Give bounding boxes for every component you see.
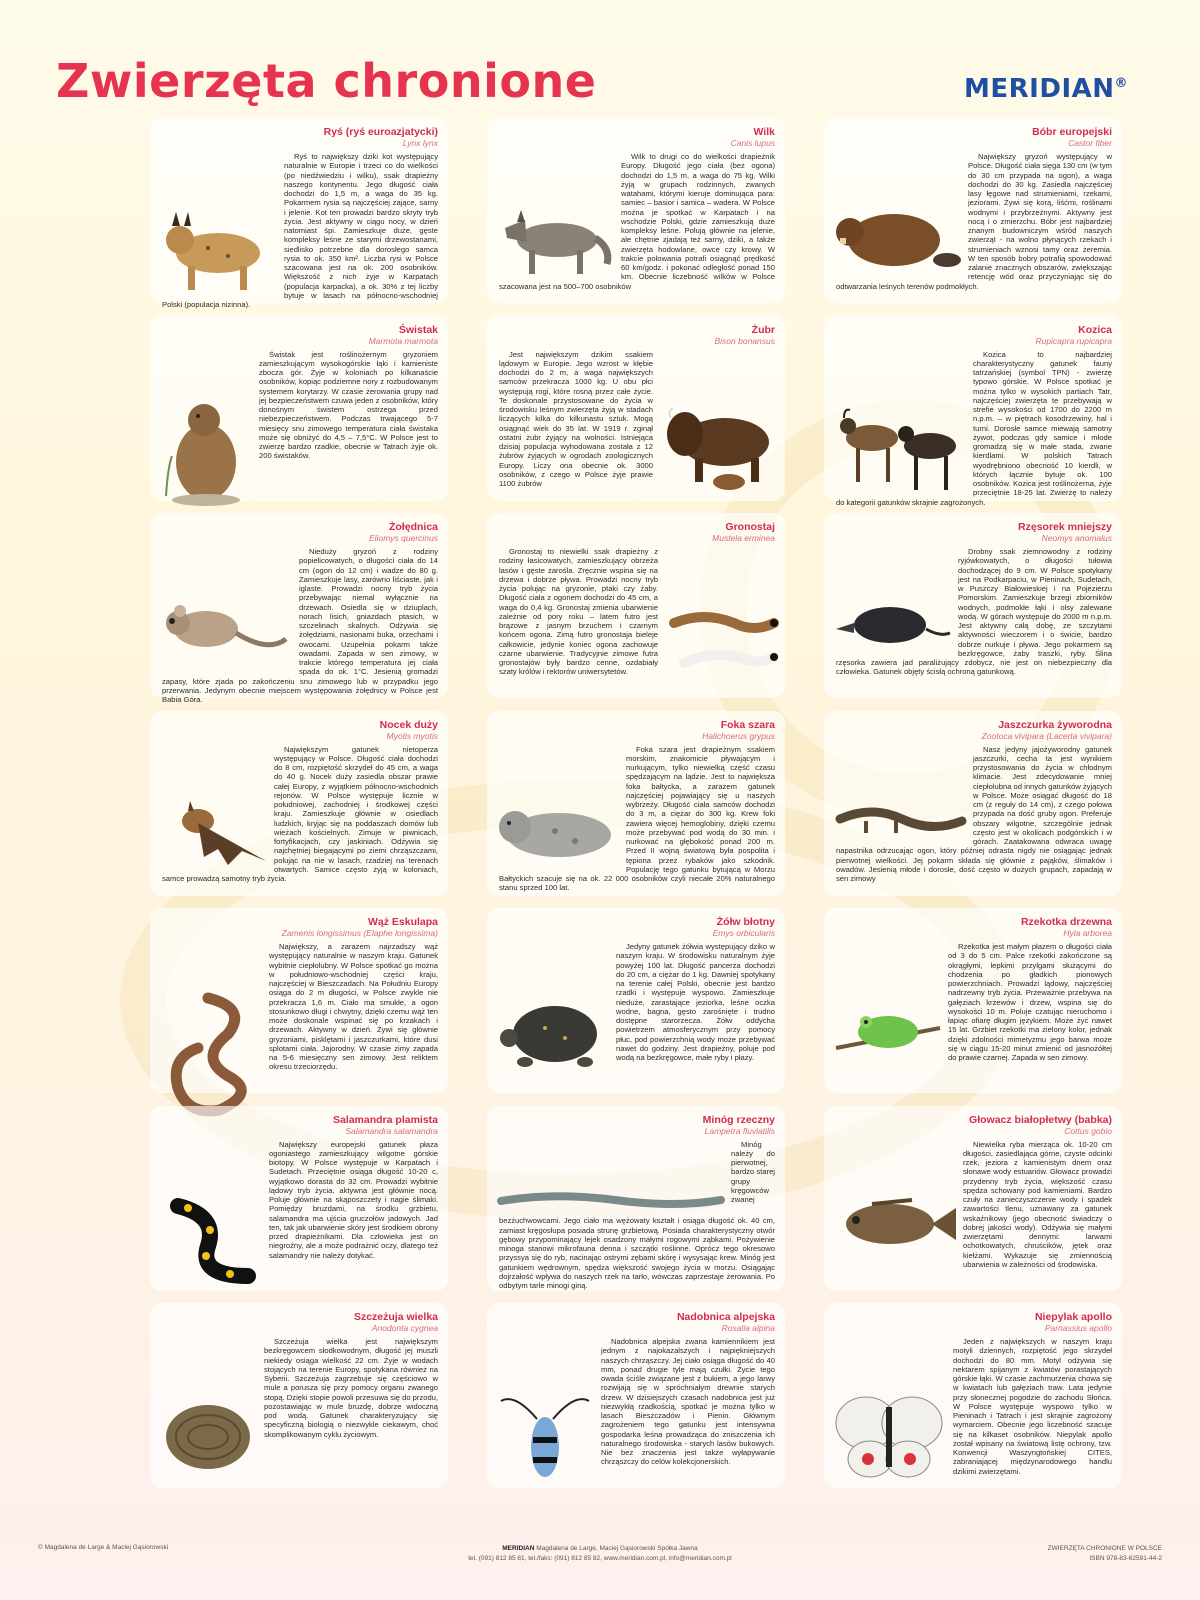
species-description: Jeden z największych w naszym kraju motyli dziennych, rozpiętość jego skrzydeł dochodzi do 80 mm. Motyl odżywia się nektarem spijanym z kwiatów porastających górskie łąki. W czasie zachmurzenia chowa się w kwiatach lub gałęziach traw. Lata jedynie przy słonecznej pogodzie do zachodu Słońca. W Polsce występuje wyspowo tylko w Pieninach i Tatrach i jest skrajnie zagrożony wymarciem. Obecnie jego liczebność szacuje się na kilkaset osobników. Niepylak apollo został wpisany na światową listę ochrony, tzw. Konwencji Waszyngtońskiej CITES, zabraniającej międzynarodowego handlu dzikimi zwierzętami. [953, 1337, 1112, 1476]
footer-contact: tel. (091) 812 85 81, tel./faks: (091) 812 85 82, www.meridian.com.pl, info@meridian.com.pl [468, 1554, 732, 1562]
poster-header [0, 0, 1200, 120]
snake-icon [158, 988, 263, 1118]
species-description: Gronostaj to niewielki ssak drapieżny z rodziny łasicowatych, zamieszkujący obrzeża lasów i gęste zarośla. Zręcznie wspina się na drzewa i dobrze pływa. Prowadzi nocny tryb życia polując na gryzonie, ptaki czy żaby. Długość ciała z ogonem dochodzi do 45 cm, a waga do 0,4 kg. Gronostaj zmienia ubarwienie zależnie od pory roku – latem futro jest brązowe z jasnym brzuchem i czarnym końcem ogona. Zimą futro gronostaja bieleje całkowicie, jedynie koniec ogona zachowuje czarne ubarwienie. Tradycyjnie zimowe futra gronostajów były bardzo cenne, ozdabiały szaty królów i rektorów uniwersytetów. [499, 547, 658, 677]
species-name: Rzęsorek mniejszy [1018, 521, 1112, 533]
turtle-icon [495, 988, 610, 1078]
species-description: Niewielka ryba mierząca ok. 10-20 cm długości, zasiedlająca górne, czyste odcinki rzek, jeziora z kamienistym dnem oraz słonawe wody estuariów. Głowacz prowadzi przydenny tryb życia, większość czasu spędza schowany pod kamieniami. Bardzo czuły na zanieczyszczenie wody i spadek zawartości tlenu, uznawany za gatunek wskaźnikowy (jego obecność świadczy o dobrej jakości wody). Odżywia się małymi zwierzętami dennymi: larwami ochotkowatych, chruścików, jętek oraz kiełżami. Wykazuje się zmiennością ubarwienia w zależności od środowiska. [963, 1139, 1112, 1269]
species-description: Największy europejski gatunek płaza ogoniastego zamieszkujący wilgotne górskie biotopy. W Polsce występuje w Karpatach i Sudetach. Przeciętnie osiąga długość 10-20 c, wyjątkowo dorasta do 32 cm. Prowadzi wybitnie lądowy tryb życia, aktywna jest głównie nocą. Poluje głównie na skąposzczety i nagie ślimaki. Pomiędzy bruzdami, na środku grzbietu, salamandra ma ujścia gruczołów jadowych. Jad ten, tak jak ubarwienie skóry jest środkiem obrony przed drapieżnikami. Dla człowieka jest on niegroźny, ale a może podrażnić oczy, dlatego też salamandry nie należy dotykać. [269, 1139, 438, 1260]
species-card [824, 118, 1122, 303]
footer-publisher [0, 1544, 1200, 1564]
chamois-icon [832, 396, 967, 496]
species-card-header [836, 1114, 1112, 1136]
publisher-logo [964, 74, 1128, 104]
species-card [824, 908, 1122, 1093]
species-name: Wąż Eskulapa [367, 916, 438, 928]
species-description: Ryś to największy dziki kot występujący naturalnie w Europie i trzeci co do wielkości (po niedźwiedziu i wilku), ssak drapieżny naszego kontynentu. Jego długość ciała dochodzi do 1,5 m, a waga do 35 kg. Pokarmem rysia są najczęściej zające, sarny i jelenie. Kot ten prowadzi bardzo skryty tryb życia. Jest aktywny w ciągu nocy, w dzień natomiast śpi. Zamieszkuje duże, gęste kompleksy leśne ze starymi drzewostanami, siedlisko potrzebne dla dorosłego samca rysia to ok. 350 km². Liczba rysi w Polsce szacowana jest na ok. 200 osobników. Większość z nich żyje w Karpatach (populacja karpacka), a ok. 30% z tej liczby bytuje w lasach na północno-wschodniej Polski (populacja nizinna). [162, 152, 438, 309]
species-name: Nocek duży [379, 718, 438, 731]
species-card [150, 908, 448, 1093]
species-latin-name: Parnassius apollo [1044, 1323, 1112, 1333]
dormouse-icon [158, 593, 293, 668]
species-latin-name: Emys orbicularis [712, 928, 775, 938]
species-description: Kozica to najbardziej charakterystyczny gatunek fauny tatrzańskiej (symbol TPN) - zwierzę typowo górskie. W Polsce spotkać je można tylko w wysokich partiach Tatr, najczęściej zwierzęta te przebywają w strefie wysokości od 1700 do 2200 m n.p.m. – w piętrach kosodrzewiny, hal i turni. Dorosłe samce miewają samotny żywot, podczas gdy samice i młode gromadzą się w małe stada, zwane kierdlami. W polskich Tatrach wyodrębniono obecność 10 kierdli, w których łącznie bytuje ok. 100 osobników. Kozica jest roślinożerna, żyje przeciętnie 18-25 lat. Zwierzę to należy do kategorii gatunków skrajnie zagrożonych. [836, 349, 1112, 507]
lizard-icon [832, 791, 967, 846]
species-latin-name: Eliomys quercinus [369, 533, 438, 543]
species-name: Kozica [1078, 323, 1112, 336]
species-description: Jest największym dzikim ssakiem lądowym w Europie. Jego wzrost w kłębie dochodzi do 2 m, a waga największych samców przekracza 1000 kg. U obu płci występują rogi, które rosną przez całe życie. Te doskonale przystosowane do życia w środowisku leśnym zwierzęta żyją w stadach liczących kilka do kilkunastu sztuk. Mogą osiągnąć wiek do 35 lat. W 1919 r. zginął ostatni żubr żyjący na wolności. Istniejąca dzisiaj populacja wyhodowana została z 12 żubrów żyjących w ogrodach zoologicznych Europy. Liczy ona obecnie ok. 3000 osobników, z czego w Polsce żyje prawie 1100 żubrów [499, 349, 653, 488]
species-description: Największy gryzoń występujący w Polsce. Długość ciała sięga 130 cm (w tym do 30 cm przypada na ogon), a waga dochodzi do 30 kg. Zasiedla najczęściej lasy łęgowe nad strumieniami, rzekami, jeziorami. Żywi się korą, liśćmi, roślinami wodnymi i przybrzeżnymi. Aktywny jest nocą i o zmierzchu. Bóbr jest najbardziej znanym budowniczym wśród naszych zwierząt - na wolno płynących rzekach i strumieniach wznosi tamy oraz żeremia. W ten sposób bobry potrafią spowodować zalanie znacznych obszarów, zwiększając retencję wód oraz przyczyniając się do odtwarzania leśnych terenów podmokłych. [836, 152, 1112, 291]
species-card [824, 513, 1122, 698]
species-name: Nadobnica alpejska [676, 1311, 775, 1323]
species-name: Rzekotka drzewna [1020, 916, 1112, 928]
footer-product-title: ZWIERZĘTA CHRONIONE W POLSCE [1047, 1545, 1162, 1552]
species-name: Żubr [751, 323, 775, 336]
species-description: Minóg należy do pierwotnej, bardzo starej grupy kręgowców zwanej bezżuchwowcami. Jego ciało ma wężowaty kształt i osiąga długość ok. 40 cm, zamiast kręgosłupa posiada strunę grzbietową. Posiada charakterystyczny otwór gębowy przypominający lejek osadzony małymi rogowymi ząbkami. Pożywienie minoga stanowi mikrofauna denna i szczątki roślinne. Oprócz tego okresowo przyssya się do ryb, nacinając ostrymi zębami skórę i wysysając krew. Minóg jest gatunkiem wędrownym, spędza większość swojego życia w morzu. Osiągając dojrzałość wpływa do naszych rzek na tarło, wówczas zaprzestaje żerowania. Po odbytym tarle minogi giną. [499, 1139, 775, 1290]
species-card-header [162, 1311, 438, 1333]
species-card-header [836, 916, 1112, 938]
species-card-header [162, 719, 438, 741]
species-card [487, 316, 785, 501]
bat-icon [158, 791, 268, 871]
species-card [150, 1303, 448, 1488]
species-card [824, 1303, 1122, 1488]
species-latin-name: Lynx lynx [402, 138, 438, 148]
species-description: Świstak jest roślinożernym gryzoniem zamieszkującym wysokogórskie łąki i kamieniste zbocza gór. Żyje w koloniach po kilkanaście osobników, kopiąc podziemne nory z rozbudowanym systemem korytarzy. W czasie żerowania grupy nad jej bezpieczeństwem czuwa jeden z osobników, który donośnym świstem ostrzega przed niebezpieczeństwem. Podczas trwającego 5-7 miesięcy snu zimowego temperatura ciała świstaka może się obniżyć do 4,5 – 7,5°C. W Polsce jest to zwierzę bardzo rzadkie, obecnie w Tatrach żyje ok. 200 świstaków. [259, 349, 438, 461]
species-card-header [836, 126, 1112, 148]
species-name: Salamandra plamista [332, 1113, 438, 1126]
species-card-header [162, 324, 438, 346]
species-name: Wilk [753, 126, 775, 138]
species-description: Rzekotka jest małym płazem o długości ciała od 3 do 5 cm. Palce rzekotki zakończone są okrągłymi, lepkimi przylgami służącymi do chodzenia po gładkich pionowych powierzchniach. Prowadzi lądowy, najczęściej nadrzewny tryb życia. Przeważnie przebywa na gałęziach krzewów i drzew, wspina się do wysokości 10 m. Poluje czatując nieruchomo i łapiąc ofiarę długim językiem. Może żyć nawet 15 lat. Grzbiet rzekotki ma zielony kolor, jednak dzięki zdolności mimetyzmu jego barwa może się w ciągu 15-20 minut zmienić od jasnożółtej do prawie czarnej. Zapada w sen zimowy. [948, 942, 1112, 1062]
species-latin-name: Rupicapra rupicapra [1035, 335, 1112, 346]
species-latin-name: Neomys anomalus [1041, 533, 1112, 543]
mussel-icon [158, 1383, 258, 1483]
species-latin-name: Salamandra salamandra [345, 1125, 438, 1136]
species-card-header [162, 916, 438, 938]
footer-copyright: © Magdalena de Large & Maciej Gąsiorowski [38, 1544, 169, 1551]
species-latin-name: Marmota marmota [368, 335, 438, 346]
footer-company: Magdalena de Large, Maciej Gąsiorowski Spółka Jawna [536, 1545, 698, 1552]
lynx-icon [158, 198, 278, 293]
species-name: Gronostaj [725, 521, 775, 533]
species-card-header [499, 126, 775, 148]
species-card [487, 118, 785, 303]
species-card [150, 118, 448, 309]
seal-icon [495, 791, 620, 871]
beetle-icon [495, 1383, 595, 1493]
species-name: Jaszczurka żyworodna [998, 718, 1112, 731]
species-latin-name: Bison bonansus [714, 335, 775, 346]
species-latin-name: Mustela erminea [712, 533, 775, 543]
species-description: Drobny ssak ziemnowodny z rodziny ryjówkowatych, o długości tułowia dochodzącej do 9 cm. W Polsce spotykany jest na Podkarpaciu, w Pieninach, Sudetach, w Puszczy Białowieskiej i na Pojezierzu Pomorskim. Zamieszkuje brzegi zbiorników wodnych, podmokłe łąki i olsy zalewane wodą. W górach występuje do 2000 m n.p.m. Jest aktywny całą dobę, ze szczytami aktywności wieczorem i o świcie, bardzo dobrze nurkuje i pływa. Jego pokarmem są bezkręgowce, żaby traszki, ryby. Ślina rzęsorka zawiera jad paraliżujący zdobycz, nie jest on niebezpieczny dla człowieka. Gatunek objęty ścisłą ochroną gatunkową. [836, 547, 1112, 677]
species-description: Nasz jedyny jajożyworodny gatunek jaszczurki, cecha ta jest wynikiem przystosowania do życia w chłodnym klimacie. Jest zdecydowanie mniej ciepłolubna od innych gatunków żyjących w Polsce. Może osiągać długość do 18 cm (z reguły do 14 cm), z czego połowa przypada na dość gruby ogon. Preferuje obszary wilgotne, szczególnie jednak często jest w okolicach podgórskich i w górach. Zaatakowana odwraca uwagę napastnika odrzucając ogon, który później odrasta nigdy nie osiągając jednak pierwotnej wielkości. Jej pokarm składa się głównie z pająków, ślimaków i owadów. Jesienią młode i dorosłe, dość często w dużych grupach, zapadają w sen zimowy [836, 744, 1112, 883]
species-latin-name: Cottus gobio [1064, 1125, 1112, 1136]
fish-icon [832, 1186, 957, 1261]
logo-registered-mark: ® [1114, 76, 1128, 91]
species-card-header [499, 1311, 775, 1333]
species-card [824, 316, 1122, 507]
species-latin-name: Zamenis longissimus (Elaphe longissima) [281, 928, 438, 938]
species-card [150, 1106, 448, 1291]
species-card [150, 711, 448, 896]
species-card-header [836, 521, 1112, 543]
species-card [487, 1303, 785, 1488]
species-card-header [836, 324, 1112, 346]
footer-product [1048, 1544, 1162, 1564]
species-latin-name: Myotis myotis [386, 730, 438, 741]
species-description: Foka szara jest drapieżnym ssakiem morskim, znakomicie pływającym i nurkującym, tylko niewielką część czasu spędzającym na lądzie. Jest to największa foka bałtycka, a zarazem gatunek najczęściej pojawiający się u naszych wybrzeży. Długość ciała samców dochodzi do 3 m, a ciężar do 300 kg. Krew foki zawiera więcej hemoglobiny, dzięki czemu może przebywać pod wodą do 30 min. i nurkować na głębokość ponad 200 m. Przed II wojną światową była pospolita i tępiona przez rybaków jako szkodnik. Populację tego gatunku bytującą w Morzu Bałtyckich szacuje się na ok. 22 000 osobników czyli niecałe 20% naturalnego stanu sprzed 100 lat. [499, 744, 775, 893]
species-description: Szczeżuja wielka jest największym bezkręgowcem słodkowodnym, długość jej muszli niekiedy osiąga wielkość 22 cm. Żyje w wodach stojących na terenie Europy, spotykana również na Syberii. Szczeżuja zagrzebuje się częściowo w mule a porusza się przy pomocy organu zwanego stopą. Dzięki stopie powoli przesuwa się do przodu, pozostawiając w mule bruzdę, dobrze widoczną pod wodą. Gatunek charakteryzujący się specyficzną biologią o niezwykle ciekawym, choć skomplikowanym cyklu życiowym. [264, 1337, 438, 1439]
logo-text: MERIDIAN [964, 74, 1115, 104]
species-name: Głowacz białopłetwy (babka) [969, 1113, 1112, 1126]
species-description: Wilk to drugi co do wielkości drapieżnik Europy. Długość jego ciała (bez ogona) dochodzi do 1,5 m, a waga do 75 kg. Wilki żyją w grupach rodzinnych, zwanych watahami, którymi kieruje dominująca para: samiec – basior i samica – wadera. W Polsce można je spotkać w Karpatach i na wschodzie Polski, gdzie zamieszkują duże kompleksy leśne. Polują głównie na jelenie, ale chętnie zjadają też sarny, dziki, a także zwierzęta hodowlane, owce czy krowy. W trakcie polowania potrafi osiągnąć prędkość 60 km/godz. i pokonać odległość ponad 150 km. Obecnie liczebność wilków w Polsce szacowana jest na 500–700 osobników [499, 152, 775, 291]
species-card [824, 1106, 1122, 1291]
species-latin-name: Lampetra fluviatilis [704, 1125, 775, 1136]
footer-brand: MERIDIAN [502, 1545, 535, 1552]
species-card [487, 1106, 785, 1291]
species-card [487, 513, 785, 698]
lamprey-icon [495, 1186, 725, 1216]
salamander-icon [158, 1186, 263, 1286]
species-latin-name: Rosalia alpina [721, 1323, 775, 1333]
species-card-header [499, 1114, 775, 1136]
species-card-header [162, 126, 438, 148]
species-latin-name: Hyla arborea [1063, 928, 1112, 938]
marmot-icon [158, 396, 253, 506]
shrew-icon [832, 593, 952, 658]
bison-icon [659, 396, 779, 491]
species-grid [150, 118, 1122, 1488]
species-card-header [499, 521, 775, 543]
species-name: Bóbr europejski [1032, 126, 1112, 138]
species-name: Szczeżuja wielka [353, 1311, 438, 1323]
species-card [487, 711, 785, 896]
species-card-header [162, 521, 438, 543]
wolf-icon [495, 198, 615, 278]
species-card-header [499, 719, 775, 741]
stoat-icon [664, 593, 779, 683]
footer-isbn: ISBN 978-83-62591-44-2 [1089, 1554, 1162, 1562]
species-card-header [499, 916, 775, 938]
species-latin-name: Castor fiber [1068, 138, 1112, 148]
species-card [824, 711, 1122, 896]
species-card-header [836, 1311, 1112, 1333]
poster-title: Zwierzęta chronione [56, 54, 597, 108]
beaver-icon [832, 198, 962, 278]
species-name: Ryś (ryś euroazjatycki) [323, 126, 438, 138]
species-card-header [162, 1114, 438, 1136]
species-description: Jedyny gatunek żółwia występujący dziko w naszym kraju. W środowisku naturalnym żyje powyżej 100 lat. Długość pancerza dochodzi do 20 cm, a ciężar do 1 kg. Dawniej spotykany na terenie całej Polski, obecnie jest bardzo rzadki i występuje wyspowo. Zamieszkuje nieduże, zarastające jeziorka, leśne oczka wodne, bagna, gęsto zarośnięte i trudno dostępne starorzecza. Żółw oddycha powietrzem atmosferycznym przy pomocy płuc, pod powierzchnią wody może przebywać nawet do godziny. Jest drapieżny, poluje pod wodą na bezkręgowce, małe ryby i płazy. [616, 942, 775, 1062]
species-name: Minóg rzeczny [702, 1113, 775, 1126]
frog-icon [832, 988, 942, 1068]
species-name: Żółw błotny [716, 916, 775, 928]
species-card-header [836, 719, 1112, 741]
species-description: Nadobnica alpejska zwana kamiennikiem jest jednym z najokazalszych i najpiękniejszych naszych chrząszczy. Jej ciało osiąga długość do 40 mm, ponad drugie tyle mają czułki. Życie tego owada ściśle związane jest z bukiem, a jego larwy rozwijają się w spróchniałym drewnie starych drzew. W dzisiejszych czasach nadobnica jest już niezwykłą rzadkością, spotkać je można tylko w lasach Bieszczadów i Pienin. Głównym zagrożeniem tego gatunku jest intensywna gospodarka leśna prowadząca do zniszczenia ich naturalnego środowiska - starych lasów bukowych. Nie bez znaczenia jest także wyłapywanie chrząszczy do celów kolekcjonerskich. [601, 1337, 775, 1467]
species-name: Foka szara [720, 718, 775, 731]
species-card [150, 316, 448, 501]
species-description: Największym gatunek nietoperza występujący w Polsce. Długość ciała dochodzi do 8 cm, rozpiętość skrzydeł do 45 cm, a waga do 40 g. Nocek duży zasiedla obszar prawie całej Europy, z wyjątkiem północno-wschodnich rejonów. W Polsce występuje licznie w południowej, zachodniej i środkowej części kraju. Zamieszkuje głównie w osiedlach ludzkich, kryjąc się na poddaszach domów lub wieżach kościelnych. Zimuje w piwnicach, fortyfikacjach, czy jaskiniach. Odżywia się najchętniej biegającymi po ziemi chrząszczami, polując na nie w lasach, rzadziej na terenach otwartych. Samice często żyją w koloniach, samce prowadzą samotny tryb życia. [162, 744, 438, 883]
species-name: Świstak [398, 323, 438, 336]
species-card [487, 908, 785, 1093]
species-latin-name: Zootoca vivipara (Lacerta vivipara) [981, 730, 1112, 741]
species-latin-name: Halichoerus grypus [702, 730, 775, 741]
poster-footer [0, 1540, 1200, 1600]
species-name: Żołędnica [388, 521, 438, 533]
species-latin-name: Canis lupus [730, 138, 775, 148]
species-description: Największy, a zarazem najrzadszy wąż występujący naturalnie w naszym kraju. Gatunek wybitnie ciepłolubny. W Polsce spotkać go można w południowo-wschodniej części kraju, najczęściej w Bieszczadach. Na Południu Europy osiąga do 2 m długości, w Polsce zwykle nie przekracza 1,6 m. Ciało ma smukłe, a ogon stosunkowo długi i chwytny, dzięki czemu wąż ten może doskonale wspinać się po krzakach i drzewach. Aktywny w dzień. Żywi się głównie gryzoniami, pisklętami i jaszczurkami, które dusi splotami ciała. Jajorodny. W czasie zimy zapada na 5-6 miesięczny sen zimowy. Jest reliktem okresu trzeciorzędu. [269, 942, 438, 1072]
species-latin-name: Anodonta cygnea [371, 1323, 438, 1333]
butterfly-icon [832, 1383, 947, 1483]
species-description: Niedużу gryzoń z rodziny popielicowatych, o długości ciała do 14 cm (ogon do 12 cm) i wadze do 80 g. Zamieszkuje lasy, zarówno liściaste, jak i iglaste. Prowadzi nocny tryb życia przebywając niemal wyłącznie na drzewach. Osiedla się w dziuplach, norach lisich, gniazdach ptasich, w szczelinach skalnych. Odżywia się żołędziami, nasionami buka, orzechami i owocami. Uzupełnia pokarm także owadami. Zapada w sen zimowy, w trakcie którego temperatura jej ciała spada do ok. 1°C. Jesienią gromadzi zapasy, które zjada po zakończeniu snu zimowego lub w przypadku jego przerwania. Jedynym obecnie miejscem występowania żołędnicy w Polsce jest Babia Góra. [162, 547, 438, 704]
species-card-header [499, 324, 775, 346]
species-name: Niepylak apollo [1034, 1311, 1112, 1323]
species-card [150, 513, 448, 704]
